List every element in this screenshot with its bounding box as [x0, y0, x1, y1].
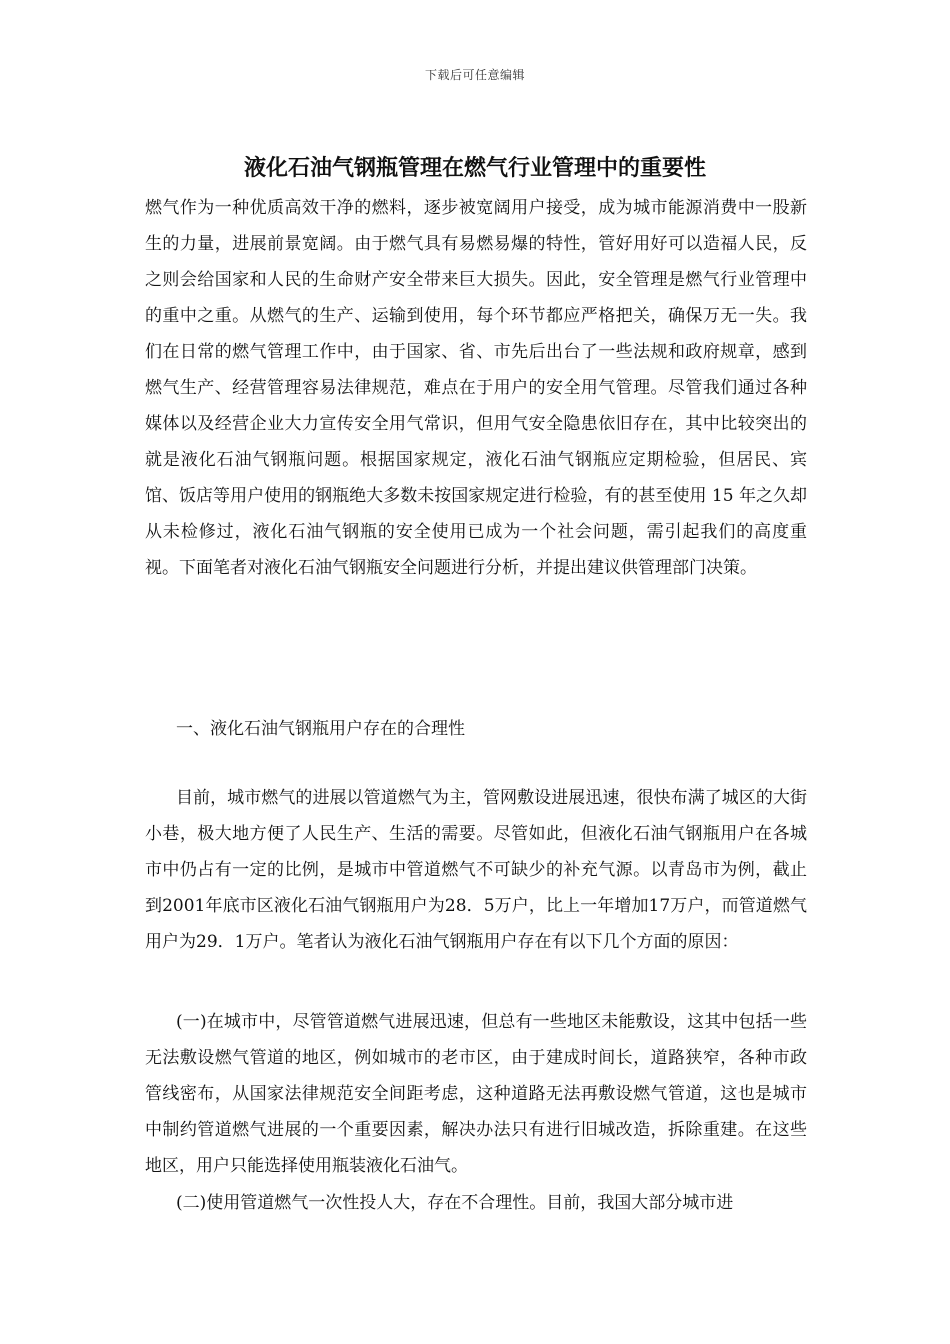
paragraph-current-status: 目前，城市燃气的进展以管道燃气为主，管网敷设进展迅速，很快布满了城区的大街小巷，极大地方便了人民生产、生活的需要。尽管如此，但液化石油气钢瓶用户在各城市中仍占有一定的比例，是城市中管道燃气不可缺少的补充气源。以青岛市为例，截止到2001年底市区液化石油气钢瓶用户为28．5万户，比上一年增加17万户，而管道燃气用户为29．1万户。笔者认为液化石油气钢瓶用户存在有以下几个方面的原因： [145, 788, 807, 952]
paragraph-reason-two: (二)使用管道燃气一次性投人大，存在不合理性。目前，我国大部分城市进 [176, 1193, 734, 1213]
header-note: 下载后可任意编辑 [424, 68, 525, 82]
paragraph-intro: 燃气作为一种优质高效干净的燃料，逐步被宽阔用户接受，成为城市能源消费中一股新生的力量，进展前景宽阔。由于燃气具有易燃易爆的特性，管好用好可以造福人民，反之则会给国家和人民的生命财产安全带来巨大损失。因此，安全管理是燃气行业管理中的重中之重。从燃气的生产、运输到使用，每个环节都应严格把关，确保万无一失。我们在日常的燃气管理工作中，由于国家、省、市先后出台了一些法规和政府规章，感到燃气生产、经营管理容易法律规范，难点在于用户的安全用气管理。尽管我们通过各种媒体以及经营企业大力宣传安全用气常识，但用气安全隐患依旧存在，其中比较突出的就是液化石油气钢瓶问题。根据国家规定，液化石油气钢瓶应定期检验，但居民、宾馆、饭店等用户使用的钢瓶绝大多数未按国家规定进行检验，有的甚至使用 15 年之久却从未检修过，液化石油气钢瓶的安全使用已成为一个社会问题，需引起我们的高度重视。下面笔者对液化石油气钢瓶安全问题进行分析，并提出建议供管理部门决策。 [145, 198, 807, 578]
paragraph-reason-one: (一)在城市中，尽管管道燃气进展迅速，但总有一些地区未能敷设，这其中包括一些无法敷设燃气管道的地区，例如城市的老市区，由于建成时间长，道路狭窄，各种市政管线密布，从国家法律规范安全间距考虑，这种道路无法再敷设燃气管道，这也是城市中制约管道燃气进展的一个重要因素，解决办法只有进行旧城改造，拆除重建。在这些地区，用户只能选择使用瓶装液化石油气。 [145, 1012, 807, 1176]
document-title: 液化石油气钢瓶管理在燃气行业管理中的重要性 [243, 155, 706, 181]
section-heading: 一、液化石油气钢瓶用户存在的合理性 [176, 719, 465, 739]
